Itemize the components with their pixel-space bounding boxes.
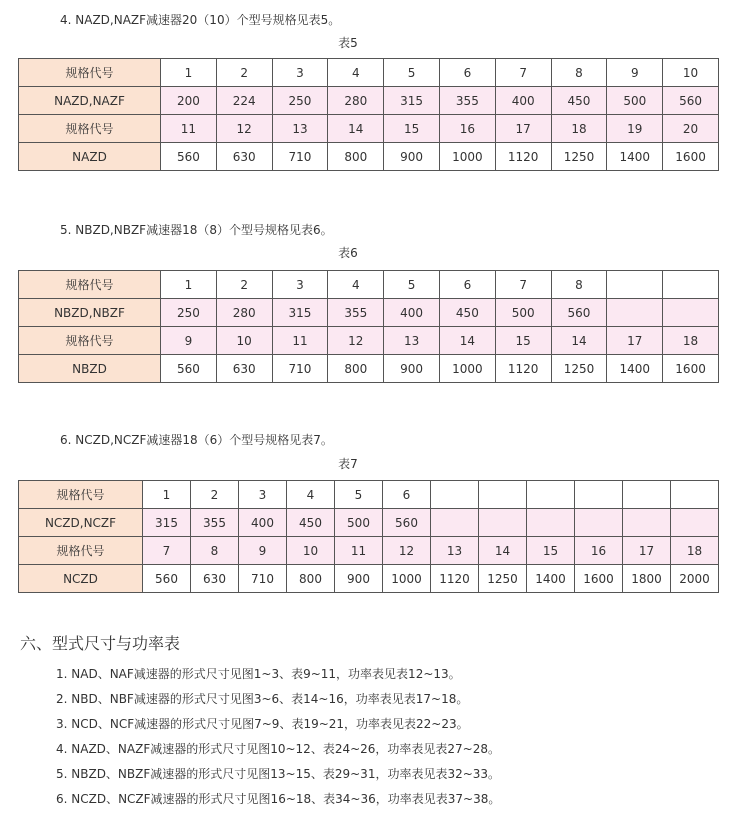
- table-cell: 2: [216, 271, 272, 299]
- table-cell: 14: [551, 327, 607, 355]
- table-cell: 560: [551, 299, 607, 327]
- table-cell: [623, 509, 671, 537]
- table-cell: 500: [335, 509, 383, 537]
- row-label: NAZD: [19, 143, 161, 171]
- table-cell: 12: [328, 327, 384, 355]
- list-item: 6. NCZD、NCZF减速器的形式尺寸见图16~18、表34~36，功率表见表37~38。: [56, 792, 501, 806]
- table-cell: 800: [328, 355, 384, 383]
- table-cell: 1600: [663, 355, 719, 383]
- table-cell: 17: [495, 115, 551, 143]
- table-cell: 2000: [671, 565, 719, 593]
- table-cell: 400: [384, 299, 440, 327]
- table-cell: 1120: [495, 355, 551, 383]
- list-item: 5. NBZD、NBZF减速器的形式尺寸见图13~15、表29~31，功率表见表32~33。: [56, 767, 501, 781]
- table-cell: 14: [479, 537, 527, 565]
- table-cell: 355: [439, 87, 495, 115]
- table-cell: 18: [551, 115, 607, 143]
- table-cell: 11: [335, 537, 383, 565]
- spec-table: [18, 270, 719, 383]
- table-cell: [607, 271, 663, 299]
- table-cell: 7: [495, 271, 551, 299]
- table-cell: 630: [216, 143, 272, 171]
- table-cell: 3: [239, 481, 287, 509]
- table-cell: 9: [607, 59, 663, 87]
- table-cell: 6: [383, 481, 431, 509]
- table-cell: 1600: [663, 143, 719, 171]
- table-row: [19, 143, 719, 171]
- table-cell: [527, 509, 575, 537]
- table-cell: [607, 299, 663, 327]
- table-cell: [431, 509, 479, 537]
- table-cell: 10: [663, 59, 719, 87]
- table-cell: 19: [607, 115, 663, 143]
- table-cell: 355: [328, 299, 384, 327]
- table-cell: 7: [495, 59, 551, 87]
- table-cell: 9: [161, 327, 217, 355]
- row-label: NBZD: [19, 355, 161, 383]
- table-row: [19, 271, 719, 299]
- section-intro: 6. NCZD,NCZF减速器18（6）个型号规格见表7。: [60, 433, 333, 447]
- table-cell: [431, 481, 479, 509]
- table-cell: 1000: [383, 565, 431, 593]
- table-cell: 20: [663, 115, 719, 143]
- table-cell: 11: [161, 115, 217, 143]
- row-label: NCZD,NCZF: [19, 509, 143, 537]
- table-cell: 1600: [575, 565, 623, 593]
- table-cell: 11: [272, 327, 328, 355]
- table-cell: 18: [663, 327, 719, 355]
- table-cell: 224: [216, 87, 272, 115]
- table-cell: 450: [287, 509, 335, 537]
- table-cell: 1400: [607, 355, 663, 383]
- table-row: [19, 537, 719, 565]
- table-cell: 400: [495, 87, 551, 115]
- table-cell: 9: [239, 537, 287, 565]
- table-cell: 13: [431, 537, 479, 565]
- row-label: 规格代号: [19, 115, 161, 143]
- list-item: 3. NCD、NCF减速器的形式尺寸见图7~9、表19~21，功率表见表22~23。: [56, 717, 469, 731]
- table-cell: 450: [439, 299, 495, 327]
- list-item: 4. NAZD、NAZF减速器的形式尺寸见图10~12、表24~26，功率表见表27~28。: [56, 742, 501, 756]
- table-cell: 2: [191, 481, 239, 509]
- spec-table: [18, 480, 719, 593]
- table-cell: [479, 481, 527, 509]
- table-cell: 6: [439, 271, 495, 299]
- table-cell: 4: [328, 271, 384, 299]
- table-cell: 10: [287, 537, 335, 565]
- table-cell: 1000: [439, 355, 495, 383]
- table-cell: [663, 271, 719, 299]
- table-cell: 560: [383, 509, 431, 537]
- table-row: [19, 59, 719, 87]
- table-cell: [575, 481, 623, 509]
- table-cell: 8: [551, 59, 607, 87]
- table-cell: 630: [191, 565, 239, 593]
- table-row: [19, 299, 719, 327]
- table-cell: 5: [384, 271, 440, 299]
- table-caption: 表7: [338, 457, 358, 471]
- row-label: 规格代号: [19, 271, 161, 299]
- table-cell: 1400: [607, 143, 663, 171]
- table-cell: 900: [335, 565, 383, 593]
- table-cell: 3: [272, 271, 328, 299]
- table-cell: 1250: [479, 565, 527, 593]
- table-cell: 1: [143, 481, 191, 509]
- table-cell: 12: [216, 115, 272, 143]
- table-cell: [479, 509, 527, 537]
- table-cell: 500: [495, 299, 551, 327]
- table-cell: 560: [161, 355, 217, 383]
- table-cell: 17: [623, 537, 671, 565]
- table-cell: 400: [239, 509, 287, 537]
- table-cell: 15: [495, 327, 551, 355]
- table-cell: 8: [191, 537, 239, 565]
- table-cell: 6: [439, 59, 495, 87]
- table-cell: [663, 299, 719, 327]
- row-label: 规格代号: [19, 59, 161, 87]
- section-intro: 5. NBZD,NBZF减速器18（8）个型号规格见表6。: [60, 223, 333, 237]
- table-cell: [575, 509, 623, 537]
- table-row: [19, 509, 719, 537]
- table-cell: 710: [272, 355, 328, 383]
- table-cell: 800: [287, 565, 335, 593]
- table-cell: 800: [328, 143, 384, 171]
- row-label: NAZD,NAZF: [19, 87, 161, 115]
- table-cell: 315: [272, 299, 328, 327]
- table-cell: 16: [439, 115, 495, 143]
- table-cell: 4: [287, 481, 335, 509]
- table-row: [19, 327, 719, 355]
- table-cell: 1000: [439, 143, 495, 171]
- table-cell: 280: [328, 87, 384, 115]
- table-row: [19, 115, 719, 143]
- table-cell: 14: [328, 115, 384, 143]
- table-cell: 355: [191, 509, 239, 537]
- table-cell: [623, 481, 671, 509]
- table-cell: 14: [439, 327, 495, 355]
- table-cell: 8: [551, 271, 607, 299]
- table-cell: 12: [383, 537, 431, 565]
- list-item: 1. NAD、NAF减速器的形式尺寸见图1~3、表9~11，功率表见表12~13。: [56, 667, 461, 681]
- table-cell: 1120: [495, 143, 551, 171]
- table-cell: 710: [239, 565, 287, 593]
- section-heading: 六、型式尺寸与功率表: [20, 634, 181, 653]
- row-label: NBZD,NBZF: [19, 299, 161, 327]
- table-cell: 900: [384, 355, 440, 383]
- table-cell: [671, 481, 719, 509]
- table-cell: 2: [216, 59, 272, 87]
- table-cell: 1800: [623, 565, 671, 593]
- table-cell: 250: [272, 87, 328, 115]
- table-cell: 450: [551, 87, 607, 115]
- table-cell: [671, 509, 719, 537]
- table-cell: 630: [216, 355, 272, 383]
- table-cell: 710: [272, 143, 328, 171]
- table-cell: 13: [384, 327, 440, 355]
- table-caption: 表5: [338, 36, 358, 50]
- table-cell: 560: [143, 565, 191, 593]
- table-cell: 16: [575, 537, 623, 565]
- table-cell: 315: [143, 509, 191, 537]
- table-cell: 17: [607, 327, 663, 355]
- table-cell: 560: [161, 143, 217, 171]
- row-label: NCZD: [19, 565, 143, 593]
- table-cell: 315: [384, 87, 440, 115]
- table-cell: 4: [328, 59, 384, 87]
- table-cell: 1: [161, 59, 217, 87]
- table-cell: 13: [272, 115, 328, 143]
- table-cell: 200: [161, 87, 217, 115]
- table-cell: 18: [671, 537, 719, 565]
- table-cell: 10: [216, 327, 272, 355]
- table-cell: 1400: [527, 565, 575, 593]
- table-cell: 280: [216, 299, 272, 327]
- row-label: 规格代号: [19, 481, 143, 509]
- table-caption: 表6: [338, 246, 358, 260]
- table-cell: 1250: [551, 143, 607, 171]
- table-cell: 900: [384, 143, 440, 171]
- table-cell: 1120: [431, 565, 479, 593]
- table-cell: 560: [663, 87, 719, 115]
- table-row: [19, 565, 719, 593]
- spec-table: [18, 58, 719, 171]
- section-intro: 4. NAZD,NAZF减速器20（10）个型号规格见表5。: [60, 13, 341, 27]
- table-cell: 1250: [551, 355, 607, 383]
- table-cell: 250: [161, 299, 217, 327]
- table-row: [19, 355, 719, 383]
- table-cell: 15: [527, 537, 575, 565]
- table-cell: 15: [384, 115, 440, 143]
- row-label: 规格代号: [19, 327, 161, 355]
- table-cell: 7: [143, 537, 191, 565]
- table-cell: 5: [384, 59, 440, 87]
- table-cell: 3: [272, 59, 328, 87]
- table-cell: 500: [607, 87, 663, 115]
- table-cell: [527, 481, 575, 509]
- table-cell: 1: [161, 271, 217, 299]
- table-cell: 5: [335, 481, 383, 509]
- table-row: [19, 87, 719, 115]
- list-item: 2. NBD、NBF减速器的形式尺寸见图3~6、表14~16，功率表见表17~18。: [56, 692, 469, 706]
- table-row: [19, 481, 719, 509]
- row-label: 规格代号: [19, 537, 143, 565]
